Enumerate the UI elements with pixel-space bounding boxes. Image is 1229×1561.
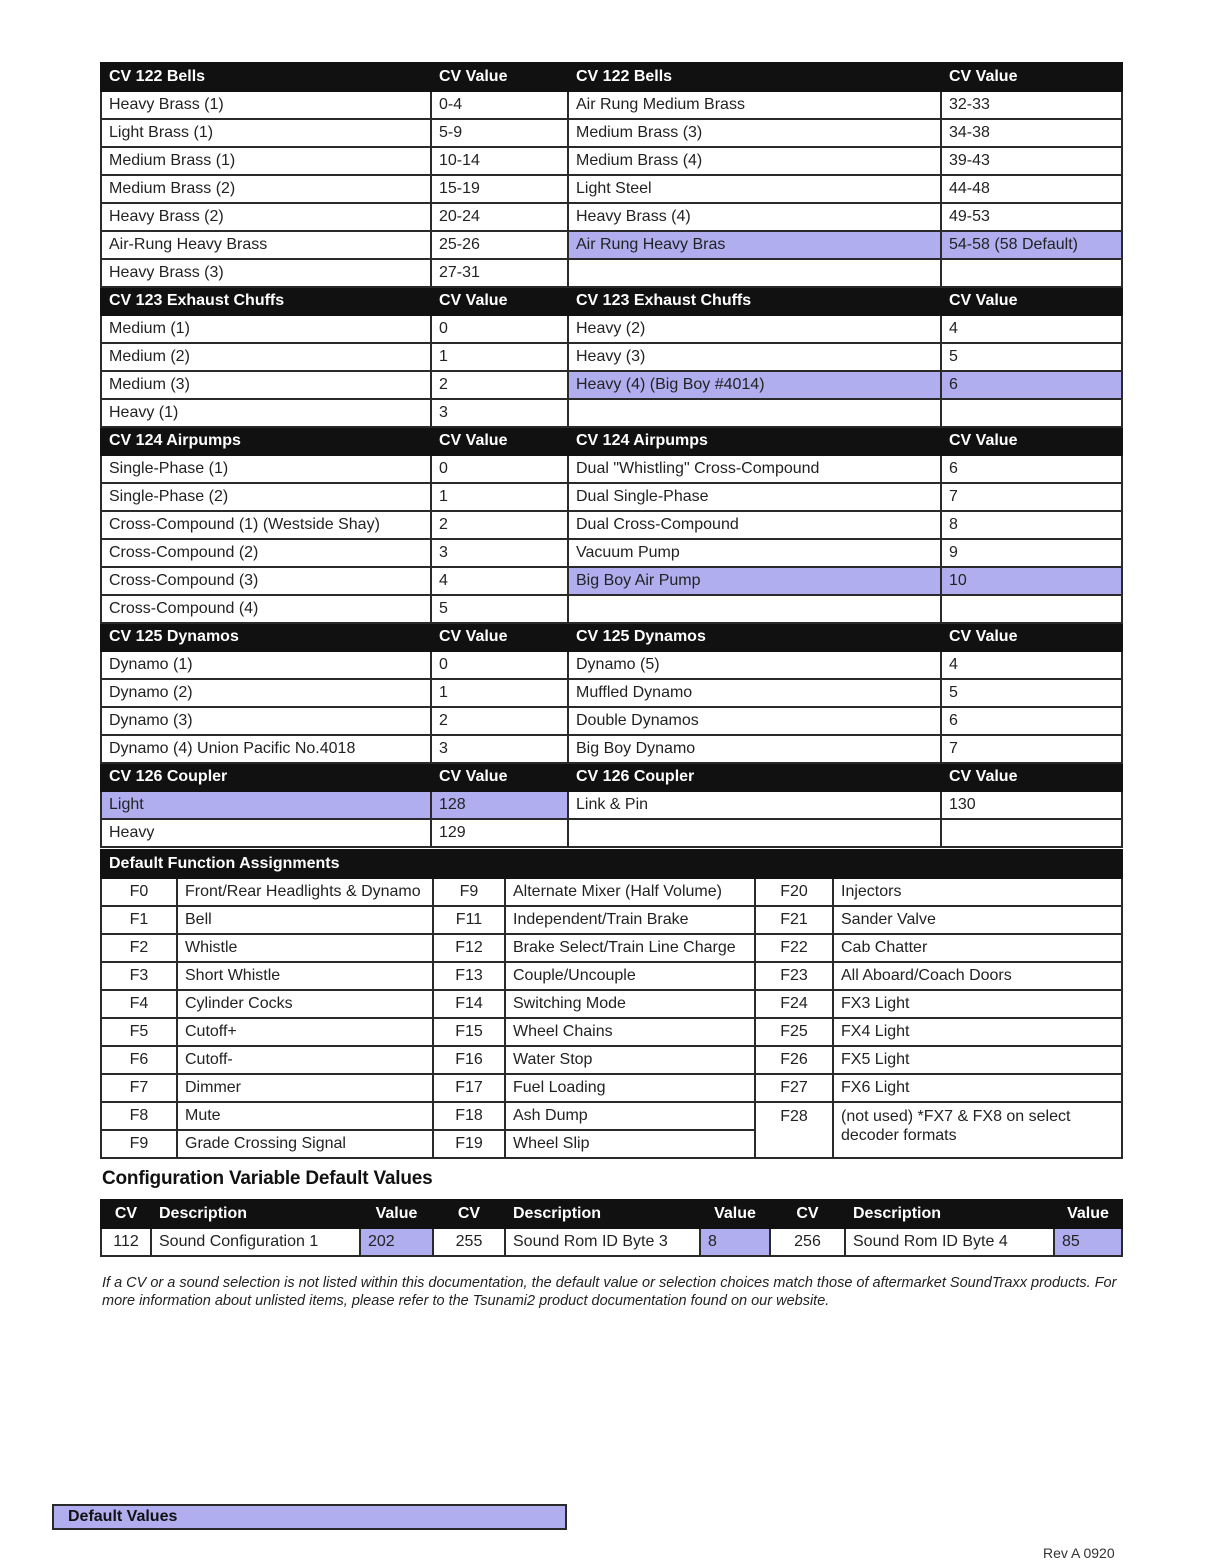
option-value: 5	[941, 343, 1122, 371]
option-value: 0-4	[431, 91, 568, 119]
function-key: F26	[755, 1046, 833, 1074]
option-value: 2	[431, 511, 568, 539]
option-value: 4	[941, 315, 1122, 343]
option-value: 3	[431, 399, 568, 427]
function-key: F3	[101, 962, 177, 990]
option-value: 15-19	[431, 175, 568, 203]
table-row	[101, 1074, 1122, 1102]
empty-cell	[941, 399, 1122, 427]
value-header: CV Value	[941, 427, 1122, 455]
option-name: Cross-Compound (1) (Westside Shay)	[101, 511, 431, 539]
section-title: CV 126 Coupler	[568, 763, 941, 791]
section-header-cv122	[101, 63, 1122, 91]
section-title: CV 124 Airpumps	[101, 427, 431, 455]
function-assignments-table	[100, 849, 1123, 1159]
table-row	[101, 1102, 1122, 1130]
option-name: Heavy Brass (4)	[568, 203, 941, 231]
default-option-value: 128	[431, 791, 568, 819]
function-desc: Mute	[177, 1102, 433, 1130]
section-title: CV 125 Dynamos	[568, 623, 941, 651]
option-value: 27-31	[431, 259, 568, 287]
option-value: 9	[941, 539, 1122, 567]
description-header: Description	[505, 1200, 700, 1228]
cv-header: CV	[433, 1200, 505, 1228]
empty-cell	[941, 595, 1122, 623]
function-desc: Dimmer	[177, 1074, 433, 1102]
function-key: F4	[101, 990, 177, 1018]
option-value: 5	[431, 595, 568, 623]
option-value: 2	[431, 707, 568, 735]
option-name: Heavy (3)	[568, 343, 941, 371]
option-name: Dual Cross-Compound	[568, 511, 941, 539]
function-key: F6	[101, 1046, 177, 1074]
cv-default-value: 85	[1054, 1228, 1122, 1256]
function-desc: FX4 Light	[833, 1018, 1122, 1046]
option-value: 34-38	[941, 119, 1122, 147]
function-key: F13	[433, 962, 505, 990]
function-desc: Switching Mode	[505, 990, 755, 1018]
option-name: Medium Brass (3)	[568, 119, 941, 147]
function-key: F5	[101, 1018, 177, 1046]
default-option-name: Big Boy Air Pump	[568, 567, 941, 595]
function-desc: FX3 Light	[833, 990, 1122, 1018]
function-key: F28	[755, 1102, 833, 1158]
function-desc: Injectors	[833, 878, 1122, 906]
empty-cell	[941, 259, 1122, 287]
default-option-name: Light	[101, 791, 431, 819]
option-name: Medium Brass (4)	[568, 147, 941, 175]
function-key: F11	[433, 906, 505, 934]
option-name: Light Brass (1)	[101, 119, 431, 147]
table-row	[101, 791, 1122, 819]
table-row	[101, 175, 1122, 203]
option-name: Big Boy Dynamo	[568, 735, 941, 763]
option-value: 7	[941, 483, 1122, 511]
function-desc: Water Stop	[505, 1046, 755, 1074]
option-value: 6	[941, 707, 1122, 735]
option-name: Cross-Compound (3)	[101, 567, 431, 595]
value-header: Value	[1054, 1200, 1122, 1228]
function-desc: All Aboard/Coach Doors	[833, 962, 1122, 990]
description-header: Description	[151, 1200, 360, 1228]
option-value: 0	[431, 315, 568, 343]
value-header: CV Value	[941, 623, 1122, 651]
description-header: Description	[845, 1200, 1054, 1228]
function-key: F19	[433, 1130, 505, 1158]
option-name: Medium Brass (2)	[101, 175, 431, 203]
option-value: 3	[431, 539, 568, 567]
table-row	[101, 259, 1122, 287]
section-title: CV 125 Dynamos	[101, 623, 431, 651]
option-value: 49-53	[941, 203, 1122, 231]
option-name: Heavy Brass (2)	[101, 203, 431, 231]
option-name: Heavy (1)	[101, 399, 431, 427]
table-row	[101, 819, 1122, 847]
section-header-cv123	[101, 287, 1122, 315]
value-header: Value	[700, 1200, 770, 1228]
cv-defaults-table	[100, 1199, 1123, 1257]
function-key: F2	[101, 934, 177, 962]
cv-header: CV	[101, 1200, 151, 1228]
function-key: F1	[101, 906, 177, 934]
option-name: Medium (1)	[101, 315, 431, 343]
function-key: F0	[101, 878, 177, 906]
table-row	[101, 567, 1122, 595]
table-row	[101, 231, 1122, 259]
table-row	[101, 119, 1122, 147]
function-key: F14	[433, 990, 505, 1018]
option-value: 3	[431, 735, 568, 763]
function-desc: Wheel Slip	[505, 1130, 755, 1158]
table-row	[101, 962, 1122, 990]
table-row	[101, 147, 1122, 175]
option-name: Medium Brass (1)	[101, 147, 431, 175]
defaults-header-row	[101, 1200, 1122, 1228]
option-name: Medium (3)	[101, 371, 431, 399]
function-table-title: Default Function Assignments	[101, 850, 1122, 878]
cv-sound-table	[100, 62, 1123, 848]
function-key: F7	[101, 1074, 177, 1102]
section-title: CV 122 Bells	[568, 63, 941, 91]
value-header: CV Value	[431, 63, 568, 91]
value-header: CV Value	[431, 623, 568, 651]
function-desc: Brake Select/Train Line Charge	[505, 934, 755, 962]
option-name: Muffled Dynamo	[568, 679, 941, 707]
option-name: Dynamo (5)	[568, 651, 941, 679]
default-option-value: 6	[941, 371, 1122, 399]
table-row	[101, 455, 1122, 483]
table-row	[101, 1046, 1122, 1074]
function-key: F18	[433, 1102, 505, 1130]
function-desc: FX6 Light	[833, 1074, 1122, 1102]
option-name: Heavy (2)	[568, 315, 941, 343]
option-value: 32-33	[941, 91, 1122, 119]
function-key: F22	[755, 934, 833, 962]
option-value: 1	[431, 679, 568, 707]
function-table-header	[101, 850, 1122, 878]
function-key: F24	[755, 990, 833, 1018]
table-row	[101, 539, 1122, 567]
empty-cell	[568, 399, 941, 427]
option-name: Air-Rung Heavy Brass	[101, 231, 431, 259]
default-option-value: 54-58 (58 Default)	[941, 231, 1122, 259]
table-row	[101, 595, 1122, 623]
cv-description: Sound Configuration 1	[151, 1228, 360, 1256]
option-name: Air Rung Medium Brass	[568, 91, 941, 119]
option-value: 4	[431, 567, 568, 595]
table-row	[101, 399, 1122, 427]
option-value: 2	[431, 371, 568, 399]
section-title: CV 123 Exhaust Chuffs	[101, 287, 431, 315]
cv-default-value: 8	[700, 1228, 770, 1256]
default-option-name: Air Rung Heavy Bras	[568, 231, 941, 259]
function-key: F27	[755, 1074, 833, 1102]
cv-default-value: 202	[360, 1228, 433, 1256]
function-key: F25	[755, 1018, 833, 1046]
option-name: Single-Phase (1)	[101, 455, 431, 483]
function-desc: (not used) *FX7 & FX8 on select decoder formats	[833, 1102, 1122, 1158]
option-name: Vacuum Pump	[568, 539, 941, 567]
option-value: 6	[941, 455, 1122, 483]
function-desc: Grade Crossing Signal	[177, 1130, 433, 1158]
empty-cell	[568, 259, 941, 287]
function-desc: Alternate Mixer (Half Volume)	[505, 878, 755, 906]
option-name: Cross-Compound (2)	[101, 539, 431, 567]
option-name: Dual Single-Phase	[568, 483, 941, 511]
table-row	[101, 371, 1122, 399]
function-key: F23	[755, 962, 833, 990]
table-row	[101, 707, 1122, 735]
table-row	[101, 343, 1122, 371]
footnote: If a CV or a sound selection is not listed within this documentation, the default value or selection choices match those of aftermarket SoundTraxx products. For more information about unlisted items, please refer to the Tsunami2 product documentation found on our website.	[102, 1275, 1117, 1309]
function-desc: Cab Chatter	[833, 934, 1122, 962]
function-key: F8	[101, 1102, 177, 1130]
value-header: CV Value	[431, 287, 568, 315]
function-desc: Ash Dump	[505, 1102, 755, 1130]
table-row	[101, 651, 1122, 679]
value-header: CV Value	[941, 63, 1122, 91]
table-row	[101, 878, 1122, 906]
value-header: CV Value	[941, 763, 1122, 791]
option-name: Dynamo (1)	[101, 651, 431, 679]
function-desc: Bell	[177, 906, 433, 934]
cv-header: CV	[770, 1200, 845, 1228]
function-key: F20	[755, 878, 833, 906]
option-value: 1	[431, 343, 568, 371]
option-value: 5	[941, 679, 1122, 707]
section-header-cv125	[101, 623, 1122, 651]
section-title: CV 124 Airpumps	[568, 427, 941, 455]
section-title: CV 123 Exhaust Chuffs	[568, 287, 941, 315]
option-value: 5-9	[431, 119, 568, 147]
cv-number: 255	[433, 1228, 505, 1256]
option-value: 0	[431, 651, 568, 679]
table-row	[101, 1228, 1122, 1256]
cv-description: Sound Rom ID Byte 3	[505, 1228, 700, 1256]
function-desc: Short Whistle	[177, 962, 433, 990]
function-desc: Couple/Uncouple	[505, 962, 755, 990]
section-title: CV 126 Coupler	[101, 763, 431, 791]
option-value: 130	[941, 791, 1122, 819]
value-header: Value	[360, 1200, 433, 1228]
function-desc: Sander Valve	[833, 906, 1122, 934]
function-desc: FX5 Light	[833, 1046, 1122, 1074]
option-name: Dynamo (4) Union Pacific No.4018	[101, 735, 431, 763]
empty-cell	[568, 819, 941, 847]
option-name: Light Steel	[568, 175, 941, 203]
function-key: F15	[433, 1018, 505, 1046]
default-values-legend: Default Values	[52, 1504, 567, 1530]
default-option-name: Heavy (4) (Big Boy #4014)	[568, 371, 941, 399]
empty-cell	[568, 595, 941, 623]
section-header-cv124	[101, 427, 1122, 455]
option-name: Double Dynamos	[568, 707, 941, 735]
function-desc: Whistle	[177, 934, 433, 962]
option-name: Dual "Whistling" Cross-Compound	[568, 455, 941, 483]
option-value: 129	[431, 819, 568, 847]
function-desc: Wheel Chains	[505, 1018, 755, 1046]
option-value: 10-14	[431, 147, 568, 175]
revision-label: Rev A 0920	[1043, 1545, 1115, 1561]
option-name: Dynamo (3)	[101, 707, 431, 735]
option-name: Cross-Compound (4)	[101, 595, 431, 623]
function-key: F9	[433, 878, 505, 906]
option-name: Heavy Brass (1)	[101, 91, 431, 119]
option-name: Link & Pin	[568, 791, 941, 819]
function-desc: Fuel Loading	[505, 1074, 755, 1102]
option-value: 4	[941, 651, 1122, 679]
option-value: 0	[431, 455, 568, 483]
cv-number: 256	[770, 1228, 845, 1256]
function-key: F16	[433, 1046, 505, 1074]
option-value: 20-24	[431, 203, 568, 231]
value-header: CV Value	[941, 287, 1122, 315]
cv-description: Sound Rom ID Byte 4	[845, 1228, 1054, 1256]
function-key: F17	[433, 1074, 505, 1102]
table-row	[101, 906, 1122, 934]
table-row	[101, 203, 1122, 231]
cv-number: 112	[101, 1228, 151, 1256]
option-name: Single-Phase (2)	[101, 483, 431, 511]
option-name: Heavy Brass (3)	[101, 259, 431, 287]
option-value: 39-43	[941, 147, 1122, 175]
value-header: CV Value	[431, 427, 568, 455]
function-key: F21	[755, 906, 833, 934]
function-desc: Independent/Train Brake	[505, 906, 755, 934]
option-name: Dynamo (2)	[101, 679, 431, 707]
table-row	[101, 1018, 1122, 1046]
table-row	[101, 511, 1122, 539]
function-desc: Cutoff+	[177, 1018, 433, 1046]
option-value: 44-48	[941, 175, 1122, 203]
default-option-value: 10	[941, 567, 1122, 595]
section-header-cv126	[101, 763, 1122, 791]
table-row	[101, 990, 1122, 1018]
function-key: F12	[433, 934, 505, 962]
table-row	[101, 315, 1122, 343]
table-row	[101, 679, 1122, 707]
defaults-section-title: Configuration Variable Default Values	[102, 1168, 433, 1189]
function-desc: Front/Rear Headlights & Dynamo	[177, 878, 433, 906]
table-row	[101, 934, 1122, 962]
option-name: Heavy	[101, 819, 431, 847]
option-value: 25-26	[431, 231, 568, 259]
function-desc: Cutoff-	[177, 1046, 433, 1074]
table-row	[101, 735, 1122, 763]
option-name: Medium (2)	[101, 343, 431, 371]
table-row	[101, 483, 1122, 511]
option-value: 8	[941, 511, 1122, 539]
option-value: 1	[431, 483, 568, 511]
function-key: F9	[101, 1130, 177, 1158]
option-value: 7	[941, 735, 1122, 763]
table-row	[101, 91, 1122, 119]
value-header: CV Value	[431, 763, 568, 791]
empty-cell	[941, 819, 1122, 847]
function-desc: Cylinder Cocks	[177, 990, 433, 1018]
section-title: CV 122 Bells	[101, 63, 431, 91]
